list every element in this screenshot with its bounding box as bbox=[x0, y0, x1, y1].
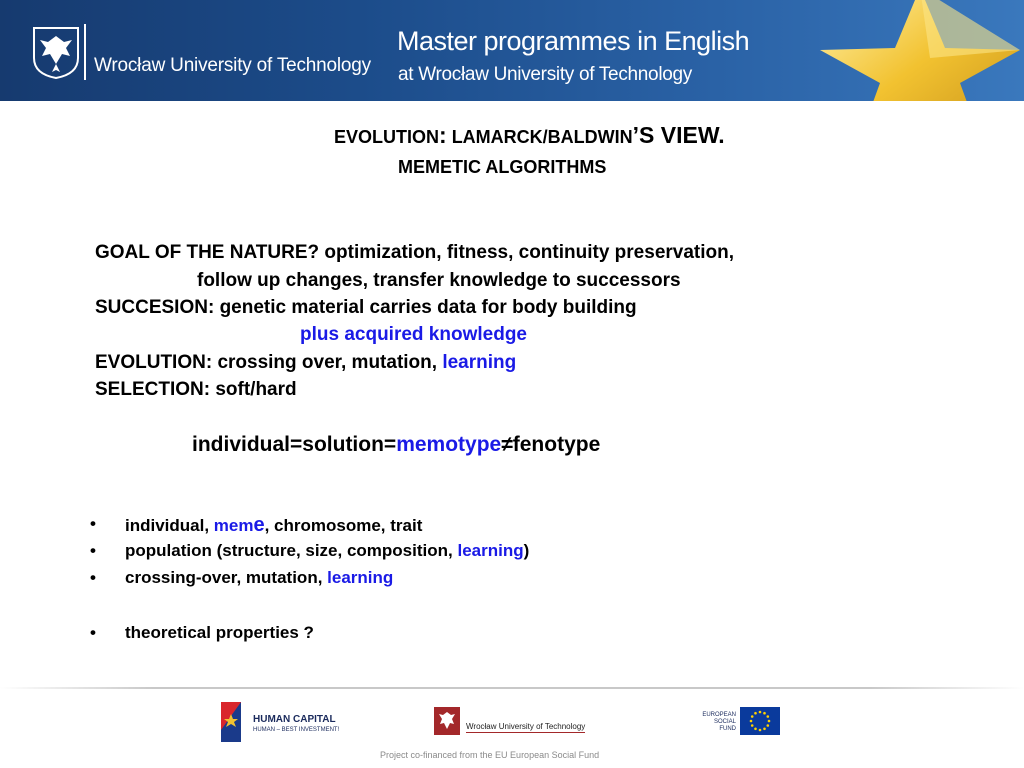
selection-line: SELECTION: soft/hard bbox=[95, 379, 297, 400]
human-capital-title: HUMAN CAPITAL bbox=[253, 714, 336, 725]
bullet-text-part: ) bbox=[523, 541, 530, 560]
esf-line1: EUROPEAN bbox=[702, 712, 736, 718]
human-capital-logo bbox=[219, 700, 243, 744]
succession-continuation: plus acquired knowledge bbox=[300, 324, 527, 345]
star-icon bbox=[800, 0, 1024, 101]
eu-flag-icon bbox=[740, 707, 780, 735]
slide-title-line2: MEMETIC ALGORITHMS bbox=[398, 157, 607, 177]
meme-ending: e bbox=[253, 514, 265, 536]
bullet-icon: • bbox=[90, 514, 96, 533]
bullet-icon: • bbox=[90, 568, 96, 587]
header-banner bbox=[0, 0, 1024, 101]
programme-title: Master programmes in English bbox=[397, 26, 750, 56]
individual-formula bbox=[192, 433, 600, 457]
meme-word bbox=[214, 516, 265, 535]
evolution-learning: learning bbox=[442, 352, 517, 373]
goal-continuation: follow up changes, transfer knowledge to successors bbox=[197, 270, 681, 291]
bullet-text-part: , chromosome, trait bbox=[264, 516, 423, 535]
university-eagle-logo bbox=[30, 24, 82, 80]
bullet-text-part: individual, bbox=[125, 516, 214, 535]
goal-line: GOAL OF THE NATURE? optimization, fitness, continuity preservation, bbox=[95, 242, 735, 263]
programme-subtitle: at Wrocław University of Technology bbox=[398, 64, 692, 85]
title-apostrophe: ’ bbox=[632, 122, 640, 148]
footer-divider bbox=[0, 687, 1024, 689]
formula-memotype: memotype bbox=[396, 433, 502, 456]
meme-stem: mem bbox=[213, 516, 254, 535]
learning-highlight: learning bbox=[327, 568, 394, 587]
cofinanced-note: Project co-financed from the EU European Social Fund bbox=[380, 750, 600, 760]
wut-eagle-logo bbox=[434, 707, 460, 735]
bullet-text-part: crossing-over, mutation, bbox=[125, 568, 328, 587]
title-part1: EVOLUTION bbox=[334, 127, 440, 147]
learning-highlight: learning bbox=[457, 541, 524, 560]
esf-label bbox=[700, 712, 736, 733]
succession-line: SUCCESION: genetic material carries data for body building bbox=[95, 297, 637, 318]
logo-separator bbox=[84, 24, 86, 80]
esf-line2: SOCIAL FUND bbox=[713, 719, 736, 732]
formula-suffix: ≠fenotype bbox=[501, 433, 601, 456]
evolution-text: EVOLUTION: crossing over, mutation, bbox=[95, 352, 443, 373]
wut-footer-name: Wrocław University of Technology bbox=[466, 722, 586, 731]
formula-prefix: individual=solution= bbox=[192, 433, 397, 456]
title-part3: S VIEW. bbox=[639, 122, 725, 148]
bullet-text-part: population (structure, size, composition, bbox=[125, 541, 458, 560]
evolution-line bbox=[95, 352, 516, 374]
university-name: Wrocław University of Technology bbox=[94, 55, 371, 76]
bullet-icon: • bbox=[90, 541, 96, 560]
title-part2: LAMARCK/BALDWIN bbox=[446, 127, 633, 147]
title-colon: : bbox=[439, 122, 447, 148]
bullet-text: theoretical properties ? bbox=[125, 623, 314, 642]
bullet-text bbox=[125, 541, 529, 561]
slide-title-line1 bbox=[334, 122, 725, 149]
bullet-text bbox=[125, 514, 422, 537]
human-capital-subtitle: HUMAN – BEST INVESTMENT! bbox=[253, 727, 340, 733]
bullet-icon: • bbox=[90, 623, 96, 642]
bullet-text bbox=[125, 568, 393, 588]
